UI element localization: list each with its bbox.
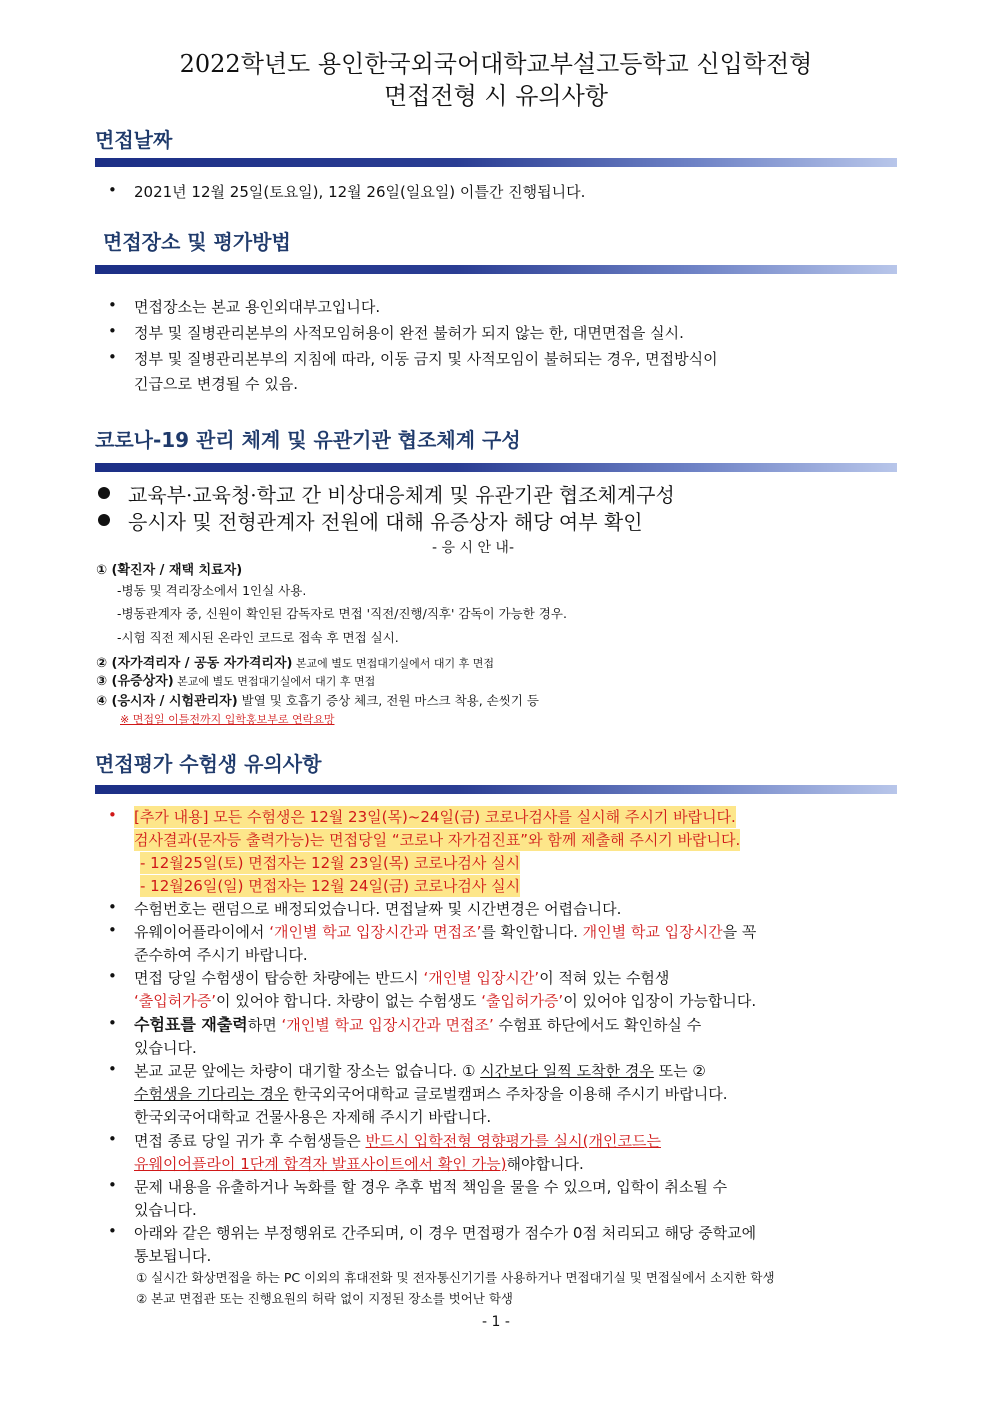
notice-item-continued xyxy=(134,990,756,1012)
bullet-icon: • xyxy=(108,1014,117,1032)
bullet-icon: • xyxy=(108,1176,117,1194)
notice-highlight: ‘출입허가증’ xyxy=(481,992,564,1010)
notice-item xyxy=(134,1060,706,1082)
bullet-dot-icon xyxy=(98,514,110,526)
case2-heading: ② (자가격리자 / 공동 자가격리자) xyxy=(96,656,293,671)
notice-text: 면접 당일 수험생이 탑승한 차량에는 반드시 xyxy=(134,969,424,987)
contact-note: ※ 면접일 이틀전까지 입학홍보부로 연락요망 xyxy=(120,713,335,726)
venue-item: 정부 및 질병관리본부의 지침에 따라, 이동 금지 및 사적모임이 불허되는 경우, 면접방식이 xyxy=(134,350,718,368)
notice-item: 아래와 같은 행위는 부정행위로 간주되며, 이 경우 면접평가 점수가 0점 처리되고 해당 중학교에 xyxy=(134,1224,757,1242)
section-divider xyxy=(95,158,897,167)
case3-line xyxy=(96,670,375,689)
notice-underline: 시간보다 일찍 도착한 경우 xyxy=(480,1062,654,1080)
notice-item-continued xyxy=(134,1083,728,1105)
added-notice-line: - 12월25일(토) 면접자는 12월 23일(목) 코로나검사 실시 xyxy=(140,854,521,872)
notice-highlight: 개인별 학교 입장시간 xyxy=(582,923,723,941)
case1-line: -병동관계자 중, 신원이 확인된 감독자로 면접 '직전/진행/직후' 감독이 가능한 경우. xyxy=(117,606,567,621)
notice-text: 본교 교문 앞에는 차량이 대기할 장소는 없습니다. ① xyxy=(134,1062,481,1080)
date-item: 2021년 12월 25일(토요일), 12월 26일(일요일) 이틀간 진행됩니다. xyxy=(134,183,586,201)
section-divider xyxy=(95,785,897,794)
notice-item-continued: 있습니다. xyxy=(134,1201,197,1219)
notice-highlight: ‘출입허가증’ xyxy=(134,992,216,1010)
doc-title-line2: 면접전형 시 유의사항 xyxy=(384,82,608,110)
bullet-icon: • xyxy=(108,1222,117,1240)
section-divider xyxy=(95,463,897,472)
covid-system-item: 교육부·교육청·학교 간 비상대응체계 및 유관기관 협조체계구성 xyxy=(128,483,675,507)
notice-highlight: 유웨이어플라이 1단계 합격자 발표사이트에서 확인 가능) xyxy=(134,1155,507,1173)
added-notice-line: [추가 내용] 모든 수험생은 12월 23일(목)~24일(금) 코로나검사를 실시해 주시기 바랍니다. xyxy=(134,808,736,826)
case4-text: 발열 및 호흡기 증상 체크, 전원 마스크 착용, 손씻기 등 xyxy=(237,693,539,708)
notice-text: 한국외국어대학교 글로벌캠퍼스 주차장을 이용해 주시기 바랍니다. xyxy=(288,1085,728,1103)
notice-item-continued: 준수하여 주시기 바랍니다. xyxy=(134,946,308,964)
notice-text: 하면 xyxy=(247,1016,282,1034)
case2-line xyxy=(96,652,494,671)
guide-caption: - 응 시 안 내- xyxy=(432,540,515,556)
doc-title-line1: 2022학년도 용인한국외국어대학교부설고등학교 신입학전형 xyxy=(179,50,813,78)
notice-text: 유웨이어플라이에서 xyxy=(134,923,270,941)
notice-bold: 수험표를 재출력 xyxy=(134,1015,248,1034)
venue-item: 면접장소는 본교 용인외대부고입니다. xyxy=(134,298,381,316)
notice-text: 또는 ② xyxy=(653,1062,706,1080)
section-divider xyxy=(95,265,897,274)
bullet-icon: • xyxy=(108,296,117,314)
notice-item xyxy=(134,1130,661,1152)
venue-item: 정부 및 질병관리본부의 사적모임허용이 완전 불허가 되지 않는 한, 대면면접을 실시. xyxy=(134,324,684,342)
case1-heading: ① (확진자 / 재택 치료자) xyxy=(96,563,243,578)
notice-text: 이 적혀 있는 수험생 xyxy=(539,969,670,987)
bullet-icon: • xyxy=(108,1060,117,1078)
notice-highlight: ‘개인별 학교 입장시간과 면접조’ xyxy=(269,923,482,941)
notice-item: 문제 내용을 유출하거나 녹화를 할 경우 추후 법적 책임을 물을 수 있으며, 입학이 취소될 수 xyxy=(134,1178,728,1196)
bullet-icon: • xyxy=(108,348,117,366)
bullet-icon: • xyxy=(108,921,117,939)
notice-item: 수험번호는 랜덤으로 배정되었습니다. 면접날짜 및 시간변경은 어렵습니다. xyxy=(134,900,622,918)
notice-text: 을 꼭 xyxy=(722,923,757,941)
violation-item: ① 실시간 화상면접을 하는 PC 이외의 휴대전화 및 전자통신기기를 사용하거나 면접대기실 및 면접실에서 소지한 학생 xyxy=(136,1270,775,1285)
notice-text: 면접 종료 당일 귀가 후 수험생들은 xyxy=(134,1132,366,1150)
notice-item-continued: 통보됩니다. xyxy=(134,1247,212,1265)
bullet-icon: • xyxy=(108,322,117,340)
case3-text: 본교에 별도 면접대기실에서 대기 후 면접 xyxy=(173,675,376,688)
section-heading-venue: 면접장소 및 평가방법 xyxy=(103,230,291,254)
notice-underline: 수험생을 기다리는 경우 xyxy=(134,1085,289,1103)
section-heading-interview-date: 면접날짜 xyxy=(95,128,173,152)
notice-item xyxy=(134,921,756,943)
case2-text: 본교에 별도 면접대기실에서 대기 후 면접 xyxy=(292,657,495,670)
case1-line: -병동 및 격리장소에서 1인실 사용. xyxy=(117,583,307,598)
section-heading-covid: 코로나-19 관리 체계 및 유관기관 협조체계 구성 xyxy=(95,428,521,452)
section-heading-notices: 면접평가 수험생 유의사항 xyxy=(95,752,322,776)
notice-text: 이 있어야 합니다. 차량이 없는 수험생도 xyxy=(216,992,482,1010)
bullet-icon: • xyxy=(108,967,117,985)
notice-text: 를 확인합니다. xyxy=(481,923,583,941)
notice-text: 이 있어야 입장이 가능합니다. xyxy=(563,992,757,1010)
notice-item-continued: 있습니다. xyxy=(134,1039,197,1057)
bullet-icon: • xyxy=(108,806,117,824)
case4-line xyxy=(96,690,539,709)
notice-highlight: 반드시 입학전형 영향평가를 실시(개인코드는 xyxy=(365,1132,661,1150)
case4-heading: ④ (응시자 / 시험관리자) xyxy=(96,694,238,709)
notice-highlight: ‘개인별 입장시간’ xyxy=(423,969,540,987)
bullet-icon: • xyxy=(108,181,117,199)
case3-heading: ③ (유증상자) xyxy=(96,674,174,689)
added-notice-line: 검사결과(문자등 출력가능)는 면접당일 “코로나 자가검진표”와 함께 제출해 주시기 바랍니다. xyxy=(134,831,741,849)
covid-check-item: 응시자 및 전형관계자 전원에 대해 유증상자 해당 여부 확인 xyxy=(128,510,643,534)
page-number: - 1 - xyxy=(482,1314,510,1330)
added-notice-line: - 12월26일(일) 면접자는 12월 24일(금) 코로나검사 실시 xyxy=(140,877,521,895)
bullet-icon: • xyxy=(108,1130,117,1148)
notice-item xyxy=(134,967,669,989)
bullet-dot-icon xyxy=(98,487,110,499)
notice-text: 수험표 하단에서도 확인하실 수 xyxy=(493,1016,702,1034)
notice-item-continued: 한국외국어대학교 건물사용은 자제해 주시기 바랍니다. xyxy=(134,1108,492,1126)
venue-item-continued: 긴급으로 변경될 수 있음. xyxy=(134,375,298,393)
case1-line: -시험 직전 제시된 온라인 코드로 접속 후 면접 실시. xyxy=(117,630,399,645)
notice-item-continued xyxy=(134,1153,584,1175)
notice-text: 해야합니다. xyxy=(506,1155,584,1173)
notice-highlight: ‘개인별 학교 입장시간과 면접조’ xyxy=(281,1016,494,1034)
violation-item: ② 본교 면접관 또는 진행요원의 허락 없이 지정된 장소를 벗어난 학생 xyxy=(136,1291,513,1306)
notice-item xyxy=(134,1014,701,1036)
bullet-icon: • xyxy=(108,898,117,916)
